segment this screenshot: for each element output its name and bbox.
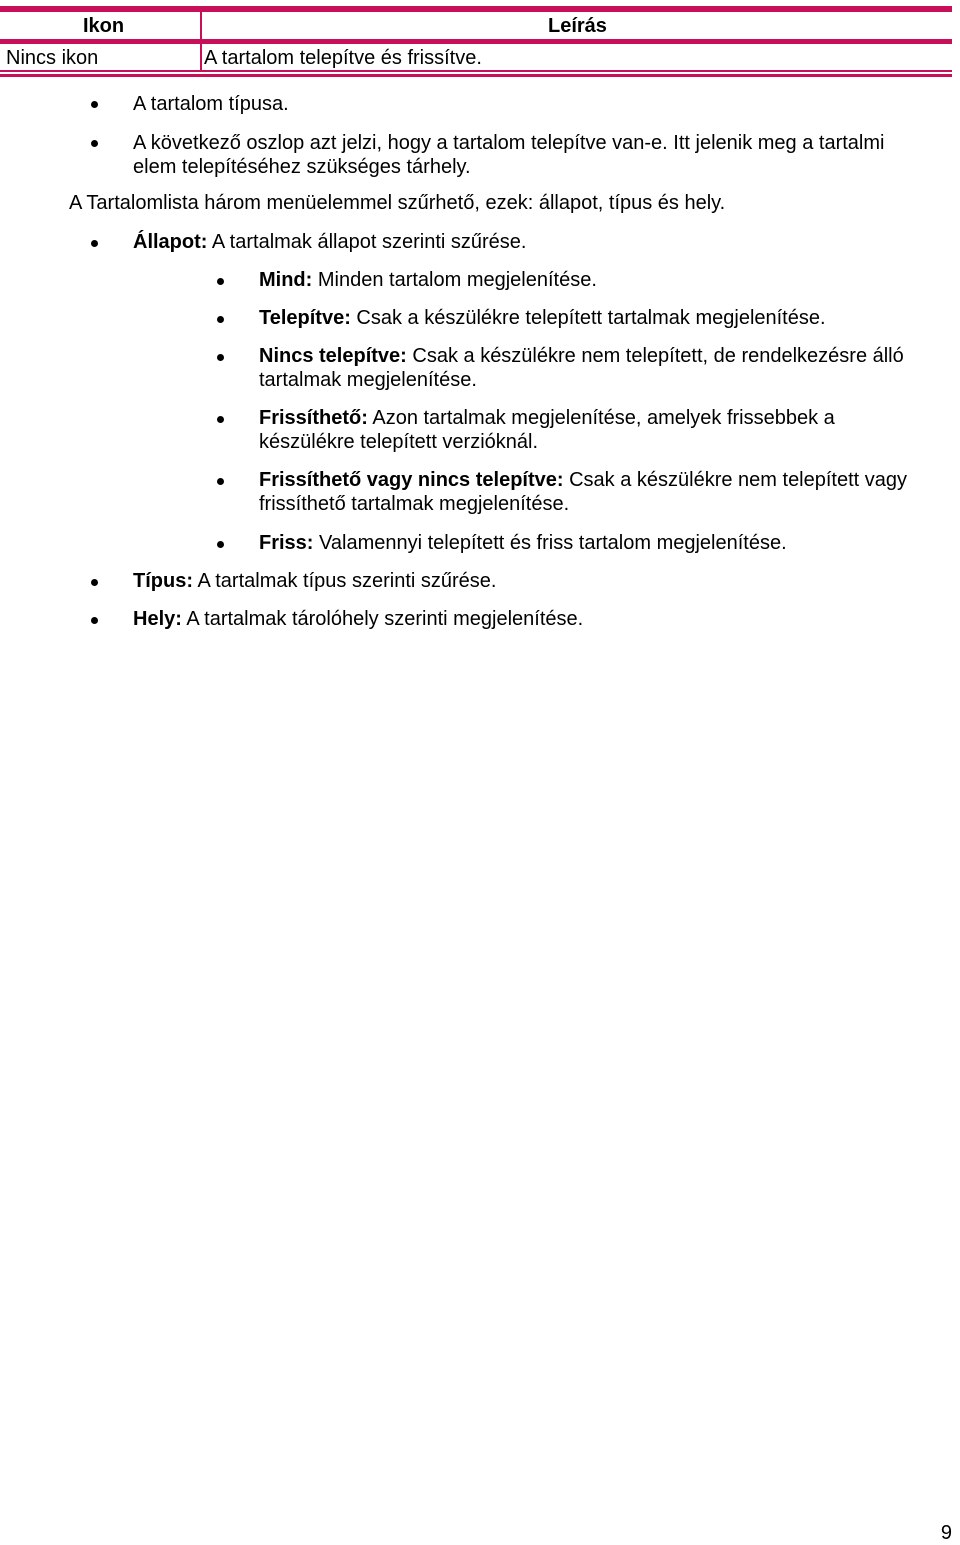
option-label: Nincs telepítve:	[259, 345, 407, 367]
page-number: 9	[940, 1522, 952, 1544]
filter-label: Hely:	[133, 608, 182, 630]
bullet-icon	[91, 240, 98, 247]
option-text: Azon tartalmak megjelenítése, amelyek frissebbek a	[367, 407, 835, 429]
bullet-icon	[217, 541, 224, 548]
filter-text: A tartalmak állapot szerinti szűrése.	[207, 231, 527, 253]
table-column-divider	[200, 6, 202, 72]
list-item: A következő oszlop azt jelzi, hogy a tartalom telepítve van-e. Itt jelenik meg a tartalmi	[133, 132, 885, 154]
bullet-icon	[91, 617, 98, 624]
option-label: Friss:	[259, 532, 314, 554]
option-text: Csak a készülékre nem telepített vagy	[563, 469, 908, 491]
table-cell-icon: Nincs ikon	[6, 47, 99, 69]
bullet-icon	[91, 140, 98, 147]
status-option-frissitheto-vagy-nincs	[259, 468, 907, 492]
option-text: Minden tartalom megjelenítése.	[312, 269, 597, 291]
option-text: Valamennyi telepített és friss tartalom megjelenítése.	[313, 532, 787, 554]
filter-item-tipus	[133, 569, 496, 593]
option-label: Telepítve:	[259, 307, 351, 329]
table-header-icon: Ikon	[83, 15, 125, 37]
table-row-rule	[0, 70, 952, 72]
status-option-telepitve	[259, 306, 826, 330]
option-text: Csak a készülékre telepített tartalmak megjelenítése.	[350, 307, 826, 329]
bullet-icon	[217, 316, 224, 323]
table-header-description: Leírás	[548, 15, 607, 37]
filter-text: A tartalmak tárolóhely szerinti megjelenítése.	[181, 608, 584, 630]
table-top-rule	[0, 6, 952, 12]
filter-item-hely	[133, 607, 583, 631]
list-item: A tartalom típusa.	[133, 93, 289, 115]
option-text-continuation: készülékre telepített verzióknál.	[259, 431, 539, 453]
option-text-continuation: tartalmak megjelenítése.	[259, 369, 477, 391]
status-option-friss	[259, 531, 787, 555]
filter-label: Típus:	[133, 570, 193, 592]
bullet-icon	[91, 101, 98, 108]
bullet-icon	[217, 354, 224, 361]
status-option-mind	[259, 268, 597, 292]
option-label: Mind:	[259, 269, 313, 291]
filter-item-allapot	[133, 230, 526, 254]
option-label: Frissíthető vagy nincs telepítve:	[259, 469, 564, 491]
bullet-icon	[91, 579, 98, 586]
option-label: Frissíthető:	[259, 407, 368, 429]
bullet-icon	[217, 416, 224, 423]
body-paragraph: A Tartalomlista három menüelemmel szűrhető, ezek: állapot, típus és hely.	[69, 192, 726, 214]
bullet-icon	[217, 278, 224, 285]
option-text: Csak a készülékre nem telepített, de rendelkezésre álló	[406, 345, 904, 367]
filter-label: Állapot:	[133, 231, 208, 253]
option-text-continuation: frissíthető tartalmak megjelenítése.	[259, 493, 570, 515]
table-cell-description: A tartalom telepítve és frissítve.	[204, 47, 482, 69]
table-header-row	[0, 6, 954, 40]
table-header-rule	[0, 39, 952, 44]
status-option-frissitheto	[259, 406, 835, 430]
bullet-icon	[217, 478, 224, 485]
table-bottom-rule	[0, 74, 952, 77]
filter-text: A tartalmak típus szerinti szűrése.	[193, 570, 497, 592]
list-item-continuation: elem telepítéséhez szükséges tárhely.	[133, 156, 471, 178]
status-option-nincs-telepitve	[259, 344, 904, 368]
